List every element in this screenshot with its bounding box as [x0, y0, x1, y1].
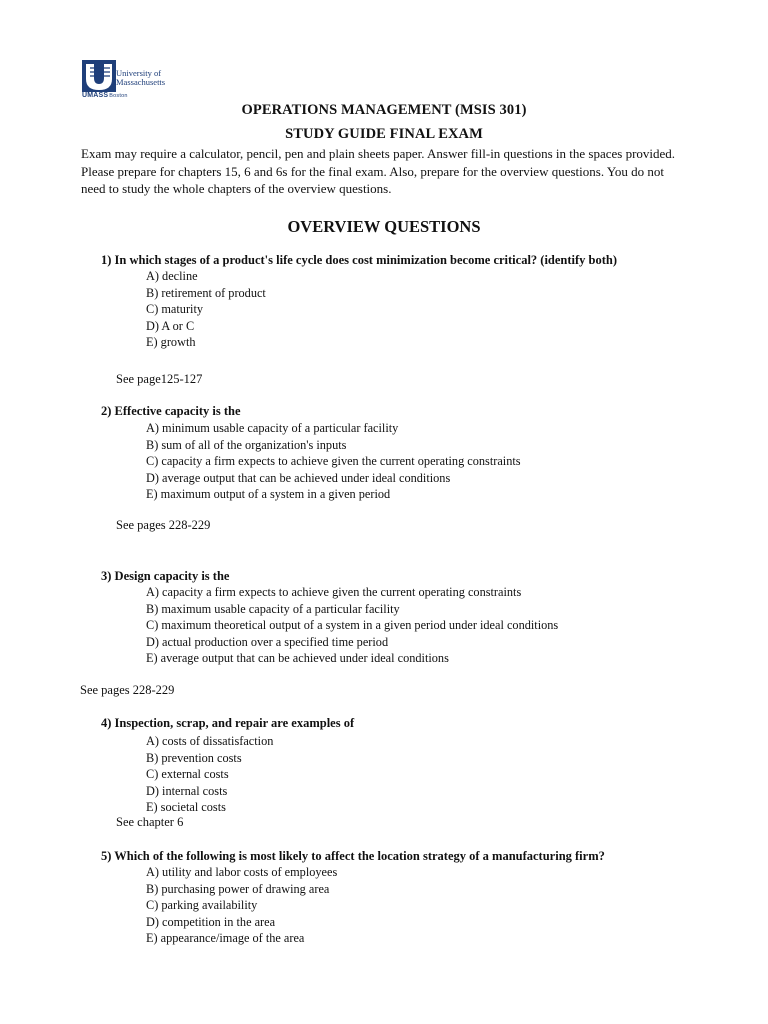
document-title: OPERATIONS MANAGEMENT (MSIS 301) [241, 102, 527, 118]
question-3-reference: See pages 228-229 [80, 683, 175, 697]
logo-wordmark [116, 69, 165, 87]
question-4: 4) Inspection, scrap, and repair are examples of [101, 716, 355, 730]
question-2-reference: See pages 228-229 [116, 518, 211, 532]
question-2-option-d: D) average output that can be achieved under ideal conditions [146, 470, 451, 485]
question-2-option-e: E) maximum output of a system in a given period [146, 487, 391, 502]
question-1-option-b: B) retirement of product [146, 285, 266, 300]
question-1-option-a: A) decline [146, 269, 198, 283]
umass-boston-logo [82, 60, 182, 102]
question-5-option-c: C) parking availability [146, 898, 258, 913]
question-5-option-e: E) appearance/image of the area [146, 931, 305, 946]
document-subtitle: STUDY GUIDE FINAL EXAM [285, 126, 483, 142]
question-5: 5) Which of the following is most likely to affect the location strategy of a manufacturing firm? [101, 849, 605, 863]
question-4-options [146, 733, 273, 816]
question-1-option-d: D) A or C [146, 318, 195, 333]
logo-line-2: Massachusetts [116, 77, 166, 87]
question-3-option-a: A) capacity a firm expects to achieve given the current operating constraints [146, 585, 522, 599]
question-2: 2) Effective capacity is the [101, 404, 241, 418]
question-4-option-a: A) costs of dissatisfaction [146, 734, 274, 748]
logo-line-1: University of [116, 68, 162, 78]
question-3-options [146, 584, 558, 667]
question-1-option-e: E) growth [146, 335, 196, 350]
question-1-option-c: C) maturity [146, 302, 204, 317]
question-3-option-d: D) actual production over a specified time period [146, 634, 389, 649]
question-4-option-e: E) societal costs [146, 800, 226, 815]
question-2-options [146, 420, 521, 503]
question-5-option-b: B) purchasing power of drawing area [146, 881, 330, 896]
question-4-option-b: B) prevention costs [146, 750, 242, 765]
question-4-reference: See chapter 6 [116, 815, 184, 829]
question-5-option-d: D) competition in the area [146, 914, 276, 929]
question-4-option-d: D) internal costs [146, 783, 228, 798]
question-5-options [146, 864, 337, 947]
umass-logo-mark-icon [82, 60, 116, 92]
question-5-option-a: A) utility and labor costs of employees [146, 865, 338, 879]
question-2-option-a: A) minimum usable capacity of a particular facility [146, 421, 399, 435]
question-4-option-c: C) external costs [146, 767, 229, 782]
question-1: 1) In which stages of a product's life cycle does cost minimization become critical? (identify both) [101, 253, 618, 267]
intro-paragraph: Exam may require a calculator, pencil, pen and plain sheets paper. Answer fill-in questions in the spaces provided. Please prepare for chapters 15, 6 and 6s for the final exam. Also, prepare for the overview questions. You do not need to study the whole chapters of the overview questions. [81, 146, 676, 196]
logo-umass-label [82, 92, 128, 99]
question-2-option-b: B) sum of all of the organization's inputs [146, 437, 347, 452]
logo-boston-text: Boston [109, 93, 128, 99]
question-3-option-b: B) maximum usable capacity of a particular facility [146, 601, 400, 616]
section-heading: OVERVIEW QUESTIONS [287, 217, 481, 236]
question-3-option-e: E) average output that can be achieved under ideal conditions [146, 651, 449, 666]
logo-umass-text: UMASS [82, 92, 109, 99]
question-1-reference: See page125-127 [116, 372, 203, 386]
question-2-option-c: C) capacity a firm expects to achieve given the current operating constraints [146, 454, 521, 469]
question-1-options [146, 268, 266, 351]
question-3: 3) Design capacity is the [101, 569, 230, 583]
question-3-option-c: C) maximum theoretical output of a system in a given period under ideal conditions [146, 618, 559, 633]
